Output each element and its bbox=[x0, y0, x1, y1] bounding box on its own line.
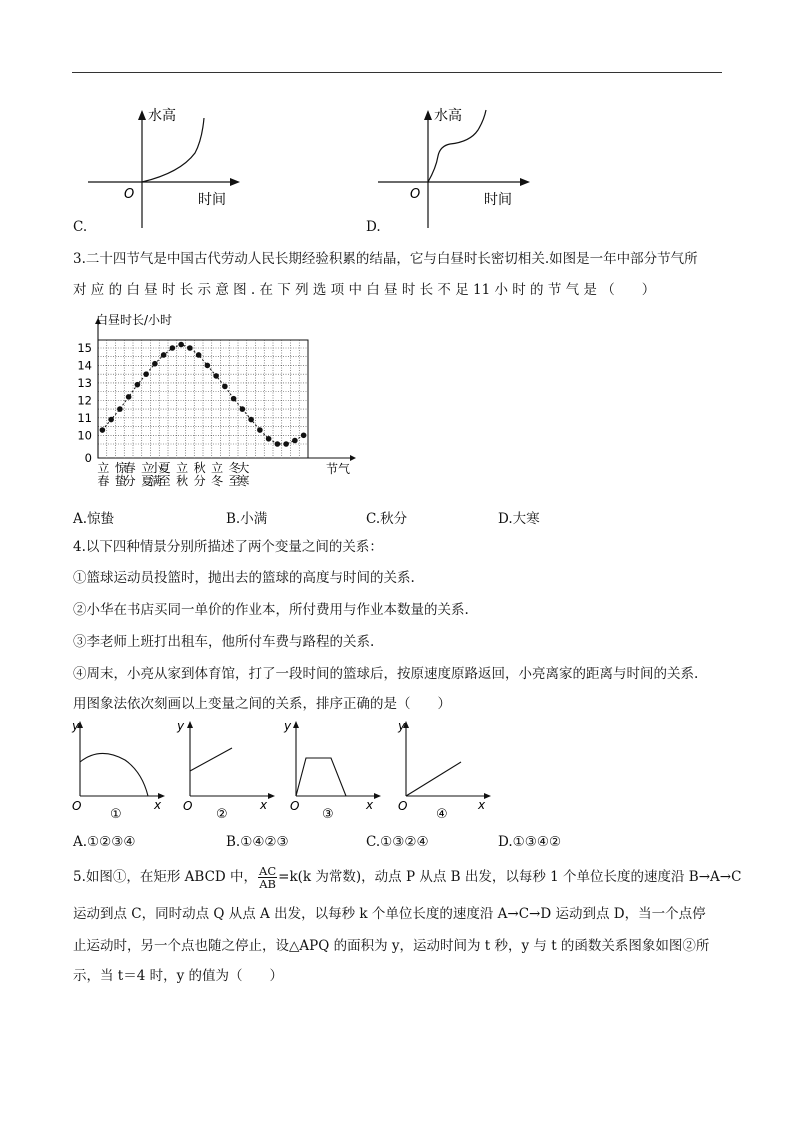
origin-c: O bbox=[124, 187, 135, 202]
svg-text:y: y bbox=[284, 719, 292, 733]
svg-text:立: 立 bbox=[176, 461, 189, 475]
q4-question: 用图象法依次刻画以上变量之间的关系，排序正确的是（ ） bbox=[73, 696, 451, 712]
y-tick-label: 11 bbox=[77, 410, 92, 425]
x-tick-label bbox=[159, 461, 171, 488]
q3-stem-line1: 3.二十四节气是中国古代劳动人民长期经验积累的结晶，它与白昼时长密切相关.如图是一年中部分节气所 bbox=[73, 251, 698, 267]
data-point bbox=[257, 427, 263, 433]
svg-text:立: 立 bbox=[141, 461, 154, 475]
q4-item-4: ④周末，小亮从家到体育馆，打了一段时间的篮球后，按原速度原路返回，小亮离家的距离与时间的关系. bbox=[73, 666, 699, 682]
q3-option-b[interactable]: B.小满 bbox=[226, 511, 268, 527]
data-point bbox=[196, 352, 202, 358]
curve-c bbox=[142, 118, 204, 182]
data-point bbox=[292, 438, 298, 444]
chart-yticks bbox=[77, 341, 92, 465]
svg-text:O: O bbox=[183, 799, 193, 813]
x-tick-label bbox=[237, 460, 249, 488]
x-tick-label bbox=[176, 461, 188, 488]
data-point bbox=[240, 406, 246, 412]
daylight-chart bbox=[70, 308, 370, 493]
data-point bbox=[187, 345, 193, 351]
data-point bbox=[135, 382, 141, 388]
svg-text:立: 立 bbox=[211, 461, 224, 475]
origin-d: O bbox=[410, 187, 421, 202]
data-point bbox=[152, 361, 158, 367]
q3-option-d[interactable]: D.大寒 bbox=[498, 511, 540, 527]
data-point bbox=[100, 427, 106, 433]
x-tick-label bbox=[97, 461, 109, 488]
svg-text:x: x bbox=[260, 798, 268, 812]
svg-text:O: O bbox=[398, 799, 408, 813]
x-axis-arrow bbox=[230, 178, 240, 186]
q5-suffix: =k(k 为常数)，动点 P 从点 B 出发，以每秒 1 个单位长度的速度沿 B→A→C bbox=[278, 869, 742, 885]
data-point bbox=[275, 441, 281, 447]
q4-option-a[interactable]: A.①②③④ bbox=[73, 834, 136, 850]
frac-denominator: AB bbox=[259, 877, 276, 891]
svg-text:惊: 惊 bbox=[114, 461, 127, 475]
y-tick-label: 15 bbox=[77, 341, 92, 355]
chart-grid bbox=[95, 318, 356, 461]
svg-text:x: x bbox=[478, 798, 486, 812]
option-label-d: D. bbox=[366, 219, 381, 235]
data-point bbox=[231, 396, 237, 402]
chart-xticks bbox=[97, 460, 249, 488]
svg-text:y: y bbox=[398, 719, 406, 733]
svg-text:夏: 夏 bbox=[158, 461, 171, 475]
q4-graph-1[interactable] bbox=[70, 716, 170, 826]
q4-item-1: ①篮球运动员投篮时，抛出去的篮球的高度与时间的关系. bbox=[73, 570, 415, 586]
q5-prefix: 5.如图①，在矩形 ABCD 中， bbox=[73, 869, 258, 885]
line-2 bbox=[190, 748, 232, 771]
q5-line3: 止运动时，另一个点也随之停止，设△APQ 的面积为 y，运动时间为 t 秒，y 与 t 的函数关系图象如图②所 bbox=[73, 938, 710, 954]
svg-text:春: 春 bbox=[97, 474, 110, 488]
chart-ylabel: 白昼时长/小时 bbox=[96, 313, 173, 327]
x-axis-arrow bbox=[350, 455, 356, 461]
graph-label-1: ① bbox=[110, 807, 122, 822]
option-label-c: C. bbox=[73, 219, 88, 235]
chart-xlabel: 节气 bbox=[326, 462, 351, 476]
graph-option-d[interactable] bbox=[370, 98, 550, 233]
svg-text:大: 大 bbox=[237, 461, 250, 475]
q5-fraction bbox=[258, 865, 277, 890]
x-tick-label bbox=[124, 461, 136, 488]
q4-graph-4[interactable] bbox=[396, 716, 496, 826]
xlabel-c: 时间 bbox=[198, 192, 226, 208]
q4-graph-3[interactable] bbox=[286, 716, 386, 826]
svg-text:满: 满 bbox=[149, 474, 162, 488]
q3-stem-line2: 对 应 的 白 昼 时 长 示 意 图 . 在 下 列 选 项 中 白 昼 时 长 不 足 11 小 时 的 节 气 是 （ ） bbox=[73, 282, 656, 298]
graph-label-2: ② bbox=[216, 807, 228, 822]
q4-option-d[interactable]: D.①③④② bbox=[498, 834, 562, 850]
svg-text:冬: 冬 bbox=[228, 461, 241, 475]
svg-text:春: 春 bbox=[123, 461, 136, 475]
svg-text:小: 小 bbox=[149, 461, 162, 475]
svg-text:x: x bbox=[366, 798, 374, 812]
graph-label-4: ④ bbox=[436, 807, 448, 822]
data-point bbox=[143, 371, 149, 377]
svg-text:分: 分 bbox=[193, 474, 206, 488]
ylabel-c: 水高 bbox=[148, 108, 176, 124]
svg-text:至: 至 bbox=[228, 474, 241, 488]
data-point bbox=[117, 406, 123, 412]
svg-text:立: 立 bbox=[97, 461, 110, 475]
data-point bbox=[301, 432, 307, 438]
svg-text:寒: 寒 bbox=[237, 474, 250, 488]
graph-label-3: ③ bbox=[322, 807, 334, 822]
svg-text:蛰: 蛰 bbox=[114, 474, 127, 488]
svg-text:x: x bbox=[154, 798, 162, 812]
y-axis-arrow bbox=[424, 110, 432, 120]
q5-line1 bbox=[73, 862, 741, 892]
y-tick-label: 13 bbox=[77, 375, 92, 390]
xlabel-d: 时间 bbox=[484, 192, 512, 208]
y-tick-label: 0 bbox=[84, 451, 92, 465]
svg-text:y: y bbox=[177, 719, 185, 733]
data-point bbox=[283, 441, 289, 447]
x-axis-arrow bbox=[520, 178, 530, 186]
svg-text:秋: 秋 bbox=[176, 474, 189, 488]
q5-line2: 运动到点 C，同时动点 Q 从点 A 出发，以每秒 k 个单位长度的速度沿 A→C→D 运动到点 D，当一个点停 bbox=[73, 906, 706, 922]
frac-numerator: AC bbox=[259, 864, 277, 878]
q3-option-a[interactable]: A.惊蛰 bbox=[73, 511, 115, 527]
svg-text:冬: 冬 bbox=[211, 474, 224, 488]
q3-option-c[interactable]: C.秋分 bbox=[366, 511, 408, 527]
series-line bbox=[102, 345, 303, 444]
header-rule bbox=[72, 72, 722, 73]
data-point bbox=[161, 352, 167, 358]
data-point bbox=[170, 345, 176, 351]
x-tick-label bbox=[211, 461, 223, 488]
q4-stem: 4.以下四种情景分别所描述了两个变量之间的关系： bbox=[73, 539, 383, 555]
q4-graph-2[interactable] bbox=[177, 716, 280, 826]
data-point bbox=[222, 384, 228, 390]
y-axis-arrow bbox=[138, 110, 146, 120]
q4-option-c[interactable]: C.①③②④ bbox=[366, 834, 429, 850]
data-point bbox=[205, 363, 211, 369]
q4-option-b[interactable]: B.①④②③ bbox=[226, 834, 289, 850]
data-point bbox=[213, 373, 219, 379]
svg-text:夏: 夏 bbox=[141, 474, 154, 488]
ylabel-d: 水高 bbox=[434, 108, 462, 124]
y-tick-label: 14 bbox=[77, 358, 92, 373]
data-point bbox=[248, 417, 254, 423]
svg-text:分: 分 bbox=[123, 474, 136, 488]
q4-item-3: ③李老师上班打出租车，他所付车费与路程的关系. bbox=[73, 634, 375, 650]
y-tick-label: 10 bbox=[77, 428, 92, 443]
q4-item-2: ②小华在书店买同一单价的作业本，所付费用与作业本数量的关系. bbox=[73, 602, 469, 618]
svg-text:y: y bbox=[72, 719, 80, 733]
data-point bbox=[126, 394, 132, 400]
data-point bbox=[108, 417, 114, 423]
q5-line4: 示，当 t＝4 时，y 的值为（ ） bbox=[73, 968, 284, 984]
trapezoid-3 bbox=[296, 758, 346, 796]
svg-text:至: 至 bbox=[158, 474, 171, 488]
x-tick-label bbox=[194, 460, 206, 488]
data-point bbox=[266, 436, 272, 442]
data-point bbox=[178, 342, 184, 348]
svg-text:O: O bbox=[290, 799, 300, 813]
curve-1 bbox=[80, 753, 148, 796]
svg-text:秋: 秋 bbox=[193, 461, 206, 475]
line-4 bbox=[406, 762, 461, 796]
y-tick-label: 12 bbox=[77, 393, 92, 408]
graph-option-c[interactable] bbox=[80, 98, 260, 233]
svg-text:O: O bbox=[72, 799, 82, 813]
